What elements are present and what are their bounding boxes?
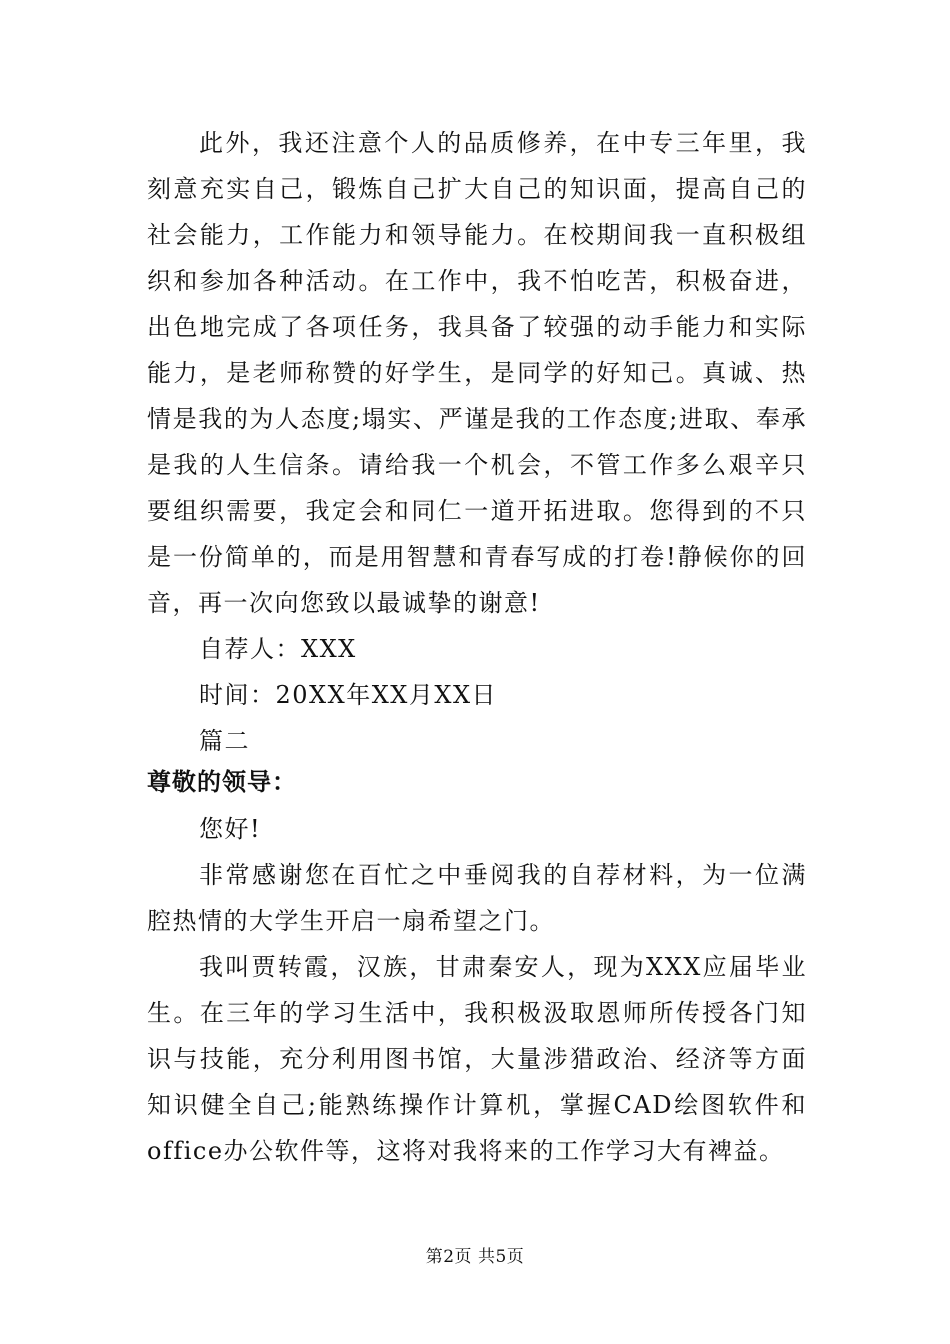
page-number: 第2页 共5页: [425, 1247, 525, 1267]
part-label: 篇二: [199, 727, 250, 755]
salutation-heading: 尊敬的领导：: [147, 768, 297, 796]
signer-line: 自荐人：XXX: [199, 635, 357, 663]
body-paragraph: 非常感谢您在百忙之中垂阅我的自荐材料，为一位满腔热情的大学生开启一扇希望之门。: [147, 861, 807, 935]
section-one: [147, 120, 807, 764]
greeting-line: 您好!: [199, 815, 262, 843]
date-line: 时间：20XX年XX月XX日: [199, 681, 498, 709]
body-paragraph: 此外，我还注意个人的品质修养，在中专三年里，我刻意充实自己，锻炼自己扩大自己的知识面，提高自己的社会能力，工作能力和领导能力。在校期间我一直积极组织和参加各种活动。在工作中，我不怕吃苦，积极奋进，出色地完成了各项任务，我具备了较强的动手能力和实际能力，是老师称赞的好学生，是同学的好知己。真诚、热情是我的为人态度;塌实、严谨是我的工作态度;进取、奉承是我的人生信条。请给我一个机会，不管工作多么艰辛只要组织需要，我定会和同仁一道开拓进取。您得到的不只是一份简单的，而是用智慧和青春写成的打卷!静候你的回音，再一次向您致以最诚挚的谢意!: [147, 129, 807, 617]
body-paragraph: 我叫贾转霞，汉族，甘肃秦安人，现为XXX应届毕业生。在三年的学习生活中，我积极汲取恩师所传授各门知识与技能，充分利用图书馆，大量涉猎政治、经济等方面知识健全自己;能熟练操作计算机，掌握CAD绘图软件和office办公软件等，这将对我将来的工作学习大有裨益。: [147, 953, 807, 1165]
section-two: [147, 806, 807, 1174]
